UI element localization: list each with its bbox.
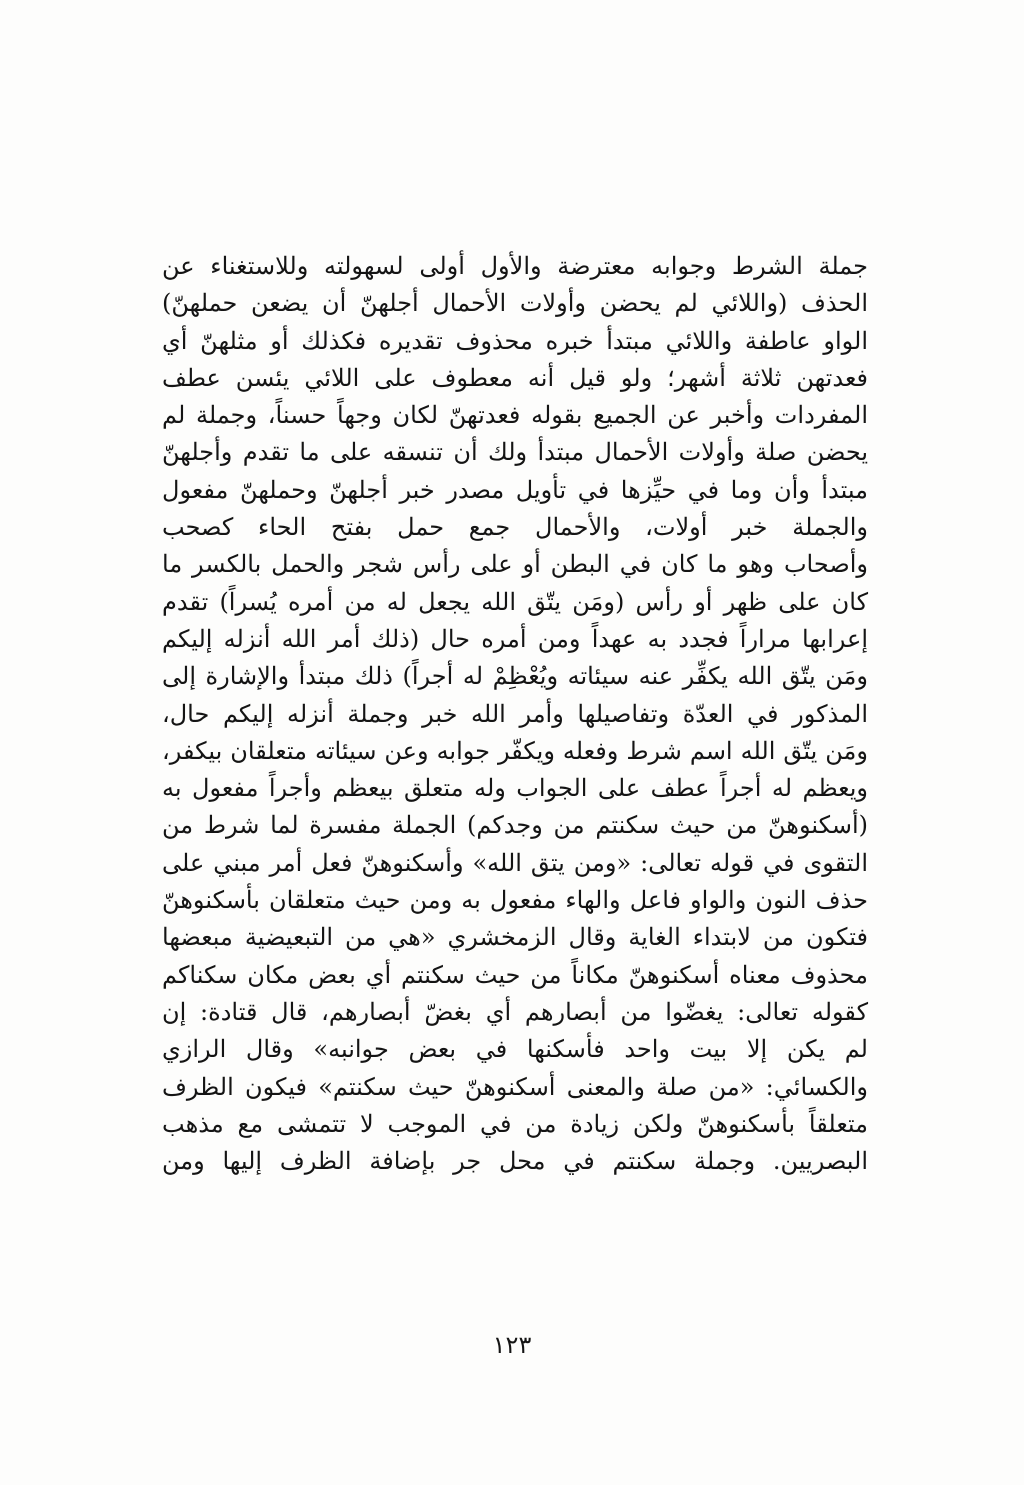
body-text xyxy=(162,248,868,1180)
text-line: كان على ظهر أو رأس (ومَن يتّق الله يجعل له من أمره يُسراً) تقدم xyxy=(162,587,868,616)
text-line: المفردات وأخبر عن الجميع بقوله فعدتهنّ لكان وجهاً حسناً، وجملة لم xyxy=(162,401,868,430)
text-line: الواو عاطفة واللائي مبتدأ خبره محذوف تقديره فكذلك أو مثلهنّ أي xyxy=(162,326,868,355)
text-line: لم يكن إلا بيت واحد فأسكنها في بعض جوانبه» وقال الرازي xyxy=(162,1035,868,1064)
text-line: جملة الشرط وجوابه معترضة والأول أولى لسهولته وللاستغناء عن xyxy=(162,252,868,280)
text-line: يحضن صلة وأولات الأحمال مبتدأ ولك أن تنسقه على ما تقدم وأجلهنّ xyxy=(162,438,868,467)
text-line: متعلقاً بأسكنوهنّ ولكن زيادة من في الموجب لا تتمشى مع مذهب xyxy=(162,1109,868,1138)
text-line: المذكور في العدّة وتفاصيلها وأمر الله خبر وجملة أنزله إليكم حال، xyxy=(162,699,868,728)
text-line: ومَن يتّق الله اسم شرط وفعله ويكفّر جوابه وعن سيئاته متعلقان بيكفر، xyxy=(162,736,868,765)
text-line: فتكون من لابتداء الغاية وقال الزمخشري «هي من التبعيضية مبعضها xyxy=(162,923,868,952)
text-line: كقوله تعالى: يغضّوا من أبصارهم أي بغضّ أبصارهم، قال قتادة: إن xyxy=(162,997,868,1026)
text-line: (أسكنوهنّ من حيث سكنتم من وجدكم) الجملة مفسرة لما شرط من xyxy=(162,811,868,840)
page-number: ١٢٣ xyxy=(492,1331,532,1359)
text-line: مبتدأ وأن وما في حيِّزها في تأويل مصدر خبر أجلهنّ وحملهنّ مفعول xyxy=(162,475,868,504)
text-line: والجملة خبر أولات، والأحمال جمع حمل بفتح الحاء كصحب xyxy=(162,513,868,542)
text-line: ويعظم له أجراً عطف على الجواب وله متعلق بيعظم وأجراً مفعول به xyxy=(162,774,868,803)
text-line: ومَن يتّق الله يكفِّر عنه سيئاته ويُعْظِمْ له أجراً) ذلك مبتدأ والإشارة إلى xyxy=(162,662,868,691)
text-line: حذف النون والواو فاعل والهاء مفعول به ومن حيث متعلقان بأسكنوهنّ xyxy=(162,886,868,915)
text-line: محذوف معناه أسكنوهنّ مكاناً من حيث سكنتم أي بعض مكان سكناكم xyxy=(162,960,868,989)
text-line: والكسائي: «من صلة والمعنى أسكنوهنّ حيث سكنتم» فيكون الظرف xyxy=(162,1072,868,1101)
text-line: إعرابها مراراً فجدد به عهداً ومن أمره حال (ذلك أمر الله أنزله إليكم xyxy=(162,624,868,653)
text-line: التقوى في قوله تعالى: «ومن يتق الله» وأسكنوهنّ فعل أمر مبني على xyxy=(162,848,868,877)
text-line: الحذف (واللائي لم يحضن وأولات الأحمال أجلهنّ أن يضعن حملهنّ) xyxy=(162,289,869,318)
text-line: البصريين. وجملة سكنتم في محل جر بإضافة الظرف إليها ومن xyxy=(162,1147,868,1176)
text-line: وأصحاب وهو ما كان في البطن أو على رأس شجر والحمل بالكسر ما xyxy=(162,550,868,579)
text-line: فعدتهن ثلاثة أشهر؛ ولو قيل أنه معطوف على اللائي يئسن عطف xyxy=(162,363,868,392)
